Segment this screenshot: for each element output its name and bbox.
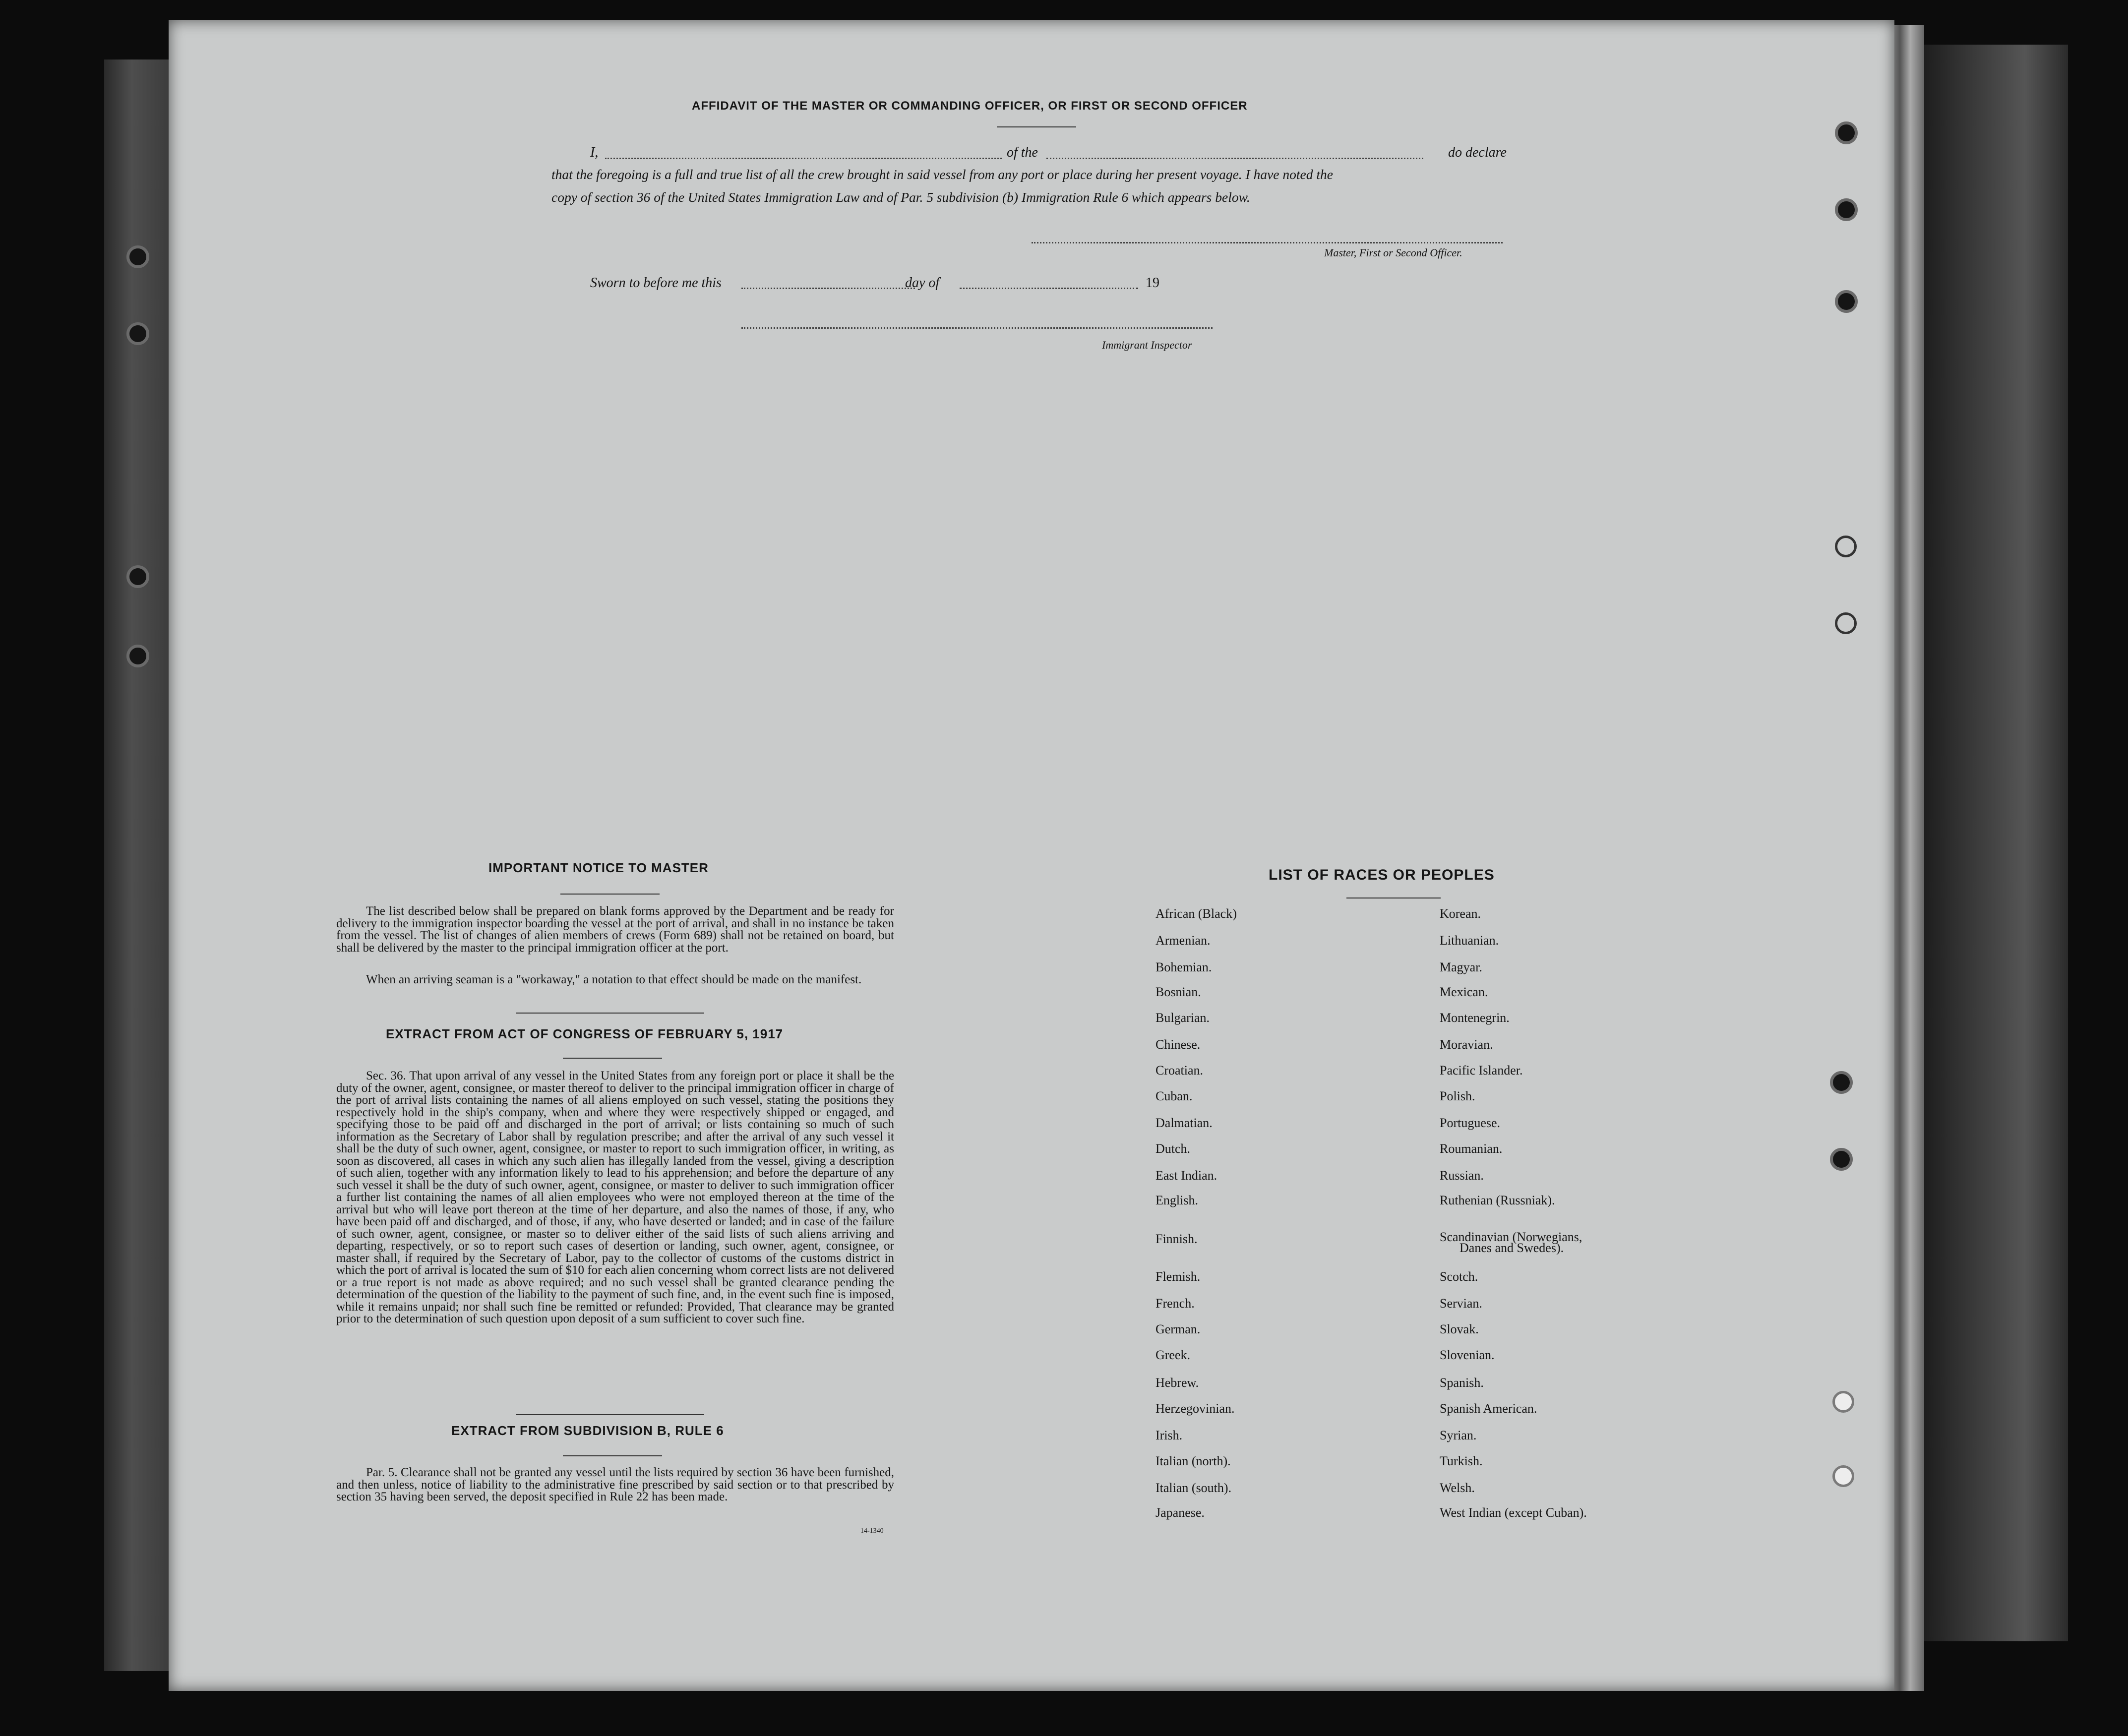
race-item: Syrian.	[1440, 1428, 1477, 1442]
notice-title: IMPORTANT NOTICE TO MASTER	[488, 860, 709, 875]
race-item: Hebrew.	[1155, 1376, 1199, 1390]
race-item: Dutch.	[1155, 1141, 1191, 1156]
race-item: Spanish American.	[1440, 1401, 1537, 1416]
year-prefix: 19	[1146, 275, 1159, 291]
race-item: Polish.	[1440, 1089, 1475, 1103]
sworn-label: Sworn to before me this	[590, 275, 722, 291]
divider	[516, 1013, 704, 1014]
race-item: Montenegrin.	[1440, 1011, 1510, 1025]
affidavit-line3: copy of section 36 of the United States Immigration Law and of Par. 5 subdivision (b) Immigration Rule 6 which appears below.	[551, 189, 1250, 205]
binder-hole-icon	[126, 645, 149, 667]
page-stack-edge	[1889, 25, 1924, 1691]
race-item: French.	[1155, 1296, 1195, 1311]
binder-hole-icon	[126, 322, 149, 345]
race-item: Roumanian.	[1440, 1141, 1503, 1156]
inspector-signature-field[interactable]	[741, 327, 1213, 329]
race-item: Herzegovinian.	[1155, 1401, 1235, 1416]
races-title: LIST OF RACES OR PEOPLES	[1269, 867, 1495, 883]
inspector-label: Immigrant Inspector	[1102, 339, 1192, 351]
race-item: Korean.	[1440, 906, 1481, 921]
divider	[516, 1414, 704, 1415]
binder-hole-icon	[1835, 536, 1857, 557]
name-field[interactable]	[605, 158, 1002, 159]
race-item: Welsh.	[1440, 1481, 1475, 1495]
divider	[560, 894, 660, 895]
race-item: East Indian.	[1155, 1168, 1217, 1183]
form-number: 14-1340	[860, 1527, 884, 1535]
race-item: Croatian.	[1155, 1063, 1204, 1078]
race-item: African (Black)	[1155, 906, 1237, 921]
race-item: Slovak.	[1440, 1322, 1479, 1336]
extract1-title: EXTRACT FROM ACT OF CONGRESS OF FEBRUARY 5, 1917	[386, 1026, 784, 1041]
affidavit-of-the: of the	[1007, 145, 1038, 160]
race-item: German.	[1155, 1322, 1201, 1336]
sworn-month-field[interactable]	[960, 288, 1138, 289]
race-item: Pacific Islander.	[1440, 1063, 1523, 1078]
race-item: Slovenian.	[1440, 1348, 1495, 1362]
race-item: Armenian.	[1155, 933, 1211, 948]
race-item: Scotch.	[1440, 1269, 1478, 1284]
binder-hole-icon	[1835, 612, 1857, 634]
race-item: Servian.	[1440, 1296, 1482, 1311]
affidavit-i: I,	[590, 145, 599, 160]
race-item: Bosnian.	[1155, 985, 1201, 999]
race-item: Finnish.	[1155, 1232, 1198, 1246]
notice-para1: The list described below shall be prepared on blank forms approved by the Department and be ready for delivery to the immigration inspector boarding the vessel at the port of arrival, and shall in no instance be taken from the vessel. The list of changes of alien members of crews (Form 689) shall not be retained on board, but shall be delivered by the master to the principal immigration officer at the port.	[336, 904, 894, 955]
divider	[997, 126, 1076, 127]
race-item: Chinese.	[1155, 1037, 1201, 1052]
affidavit-title: AFFIDAVIT OF THE MASTER OR COMMANDING OFFICER, OR FIRST OR SECOND OFFICER	[692, 99, 1248, 113]
race-item: Japanese.	[1155, 1505, 1205, 1520]
race-item: Portuguese.	[1440, 1116, 1501, 1130]
race-scandinavian-cont: Danes and Swedes).	[1459, 1241, 1564, 1255]
master-signature-field[interactable]	[1032, 242, 1503, 243]
document-page	[169, 20, 1894, 1691]
race-item: English.	[1155, 1193, 1198, 1207]
binder-hole-icon	[1830, 1148, 1853, 1171]
divider	[563, 1058, 662, 1059]
divider	[563, 1455, 662, 1456]
binder-hole-icon	[126, 245, 149, 268]
binder-hole-icon	[1830, 1071, 1853, 1094]
binder-hole-icon	[1835, 290, 1858, 313]
binder-hole-icon	[1832, 1465, 1854, 1487]
race-item: Bohemian.	[1155, 960, 1212, 974]
vessel-field[interactable]	[1046, 158, 1423, 159]
race-item: Flemish.	[1155, 1269, 1201, 1284]
race-item: Italian (south).	[1155, 1481, 1232, 1495]
binder-hole-icon	[1832, 1391, 1854, 1413]
sworn-day-field[interactable]	[741, 288, 915, 289]
binder-hole-icon	[126, 565, 149, 588]
race-item: Moravian.	[1440, 1037, 1493, 1052]
affidavit-line2: that the foregoing is a full and true list of all the crew brought in said vessel from any port or place during her present voyage. I have noted the	[551, 167, 1333, 182]
notice-para2: When an arriving seaman is a "workaway," a notation to that effect should be made on the manifest.	[366, 973, 862, 986]
race-item: Cuban.	[1155, 1089, 1193, 1103]
binder-spine	[104, 60, 174, 1671]
day-of-label: day of	[905, 275, 940, 291]
affidavit-declare: do declare	[1448, 145, 1507, 160]
extract2-title: EXTRACT FROM SUBDIVISION B, RULE 6	[451, 1423, 724, 1438]
race-item: Russian.	[1440, 1168, 1484, 1183]
race-item: Scandinavian (Norwegians,	[1440, 1230, 1582, 1244]
race-item: Mexican.	[1440, 985, 1488, 999]
race-item: Ruthenian (Russniak).	[1440, 1193, 1555, 1207]
race-item: Dalmatian.	[1155, 1116, 1213, 1130]
race-item: Greek.	[1155, 1348, 1191, 1362]
race-item: West Indian (except Cuban).	[1440, 1505, 1587, 1520]
ledger-back-edge	[1924, 45, 2068, 1641]
race-item: Magyar.	[1440, 960, 1482, 974]
race-item: Bulgarian.	[1155, 1011, 1210, 1025]
extract2-text: Par. 5. Clearance shall not be granted any vessel until the lists required by section 36 have been furnished, and then unless, notice of liability to the administrative fine prescribed by said section or to that prescribed by section 35 having been served, the deposit specified in Rule 22 has been made.	[336, 1466, 894, 1503]
master-label: Master, First or Second Officer.	[1324, 246, 1462, 259]
race-item: Spanish.	[1440, 1376, 1484, 1390]
race-item: Italian (north).	[1155, 1454, 1231, 1468]
binder-hole-icon	[1835, 198, 1858, 221]
extract1-text: Sec. 36. That upon arrival of any vessel in the United States from any foreign port or place it shall be the duty of the owner, agent, consignee, or master thereof to deliver to the principal immigration officer in charge of the port of arrival lists containing the names of all aliens employed on such vessel, stating the positions they respectively hold in the ship's company, when and where they were respectively shipped or engaged, and specifying those to be paid off and discharged in the port of arrival; or lists containing so much of such information as the Secretary of Labor shall by regulation prescribe; and after the arrival of any such vessel it shall be the duty of such owner, agent, consignee, or master to report to such immigration officer, in writing, as soon as discovered, all cases in which any such alien has illegally landed from the vessel, giving a description of such alien, together with any information likely to lead to his apprehension; and before the departure of any such vessel it shall be the duty of such owner, agent, consignee, or master to deliver to such immigration officer a further list containing the names of all alien employees who were not employed thereon at the time of the arrival but who will leave port thereon at the time of her departure, and also the names of those, if any, who have been paid off and discharged, and of those, if any, who have deserted or landed; and in case of the failure of such owner, agent, consignee, or master so to deliver either of the said lists of such aliens arriving and departing, respectively, or so to report such cases of desertion or landing, such owner, agent, consignee, or master shall, if required by the Secretary of Labor, pay to the collector of customs of the customs district in which the port of arrival is located the sum of $10 for each alien concerning whom correct lists are not delivered or a true report is not made as above required; and no such vessel shall be granted clearance pending the determination of the question of the liability to the payment of such fine, and, in the event such fine is imposed, while it remains unpaid; nor shall such fine be remitted or refunded: Provided, That clearance may be granted prior to the determination of such question upon deposit of a sum sufficient to cover such fine.	[336, 1069, 894, 1325]
race-item: Turkish.	[1440, 1454, 1483, 1468]
race-item: Irish.	[1155, 1428, 1183, 1442]
binder-hole-icon	[1835, 121, 1858, 144]
race-item: Lithuanian.	[1440, 933, 1499, 948]
